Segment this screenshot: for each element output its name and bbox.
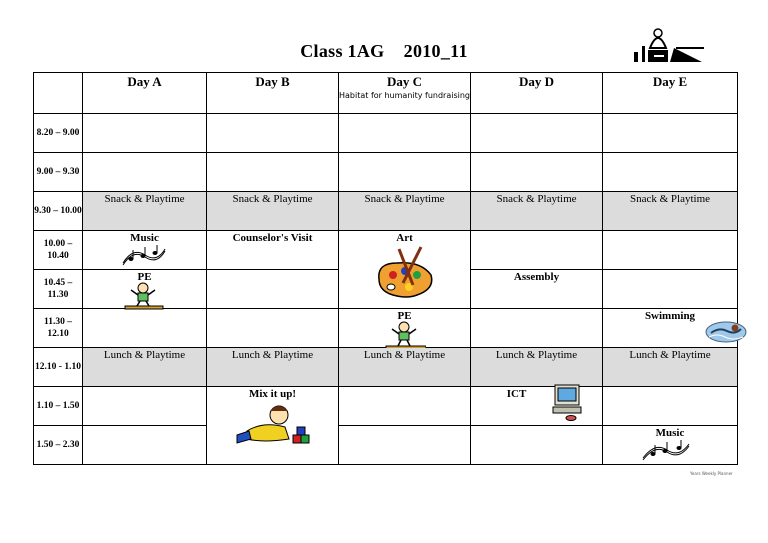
counselor-cell: Counselor's Visit	[207, 231, 339, 270]
time-cell: 1.50 – 2.30	[34, 426, 83, 465]
table-row	[34, 387, 738, 426]
table-row	[34, 192, 738, 231]
time-cell: 9.00 – 9.30	[34, 153, 83, 192]
art-cell: Art	[339, 231, 471, 309]
snack-cell: Snack & Playtime	[603, 192, 738, 231]
day-a-header: Day A	[83, 73, 207, 114]
table-row	[34, 153, 738, 192]
day-e-header: Day E	[603, 73, 738, 114]
snack-cell: Snack & Playtime	[83, 192, 207, 231]
table-row	[34, 426, 738, 465]
empty-cell	[471, 231, 603, 270]
day-c-header: Day C Habitat for humanity fundraising	[339, 73, 471, 114]
day-d-header: Day D	[471, 73, 603, 114]
lunch-cell: Lunch & Playtime	[603, 348, 738, 387]
empty-cell	[471, 426, 603, 465]
empty-cell	[603, 270, 738, 309]
table-row	[34, 114, 738, 153]
empty-cell	[207, 270, 339, 309]
time-cell: 11.30 – 12.10	[34, 309, 83, 348]
lunch-cell: Lunch & Playtime	[471, 348, 603, 387]
computer-icon	[551, 383, 585, 421]
empty-cell	[603, 387, 738, 426]
corner-cell	[34, 73, 83, 114]
music-notes-icon	[641, 440, 691, 462]
time-cell: 1.10 – 1.50	[34, 387, 83, 426]
time-cell: 10.00 – 10.40	[34, 231, 83, 270]
time-cell: 8.20 – 9.00	[34, 114, 83, 153]
lunch-cell: Lunch & Playtime	[207, 348, 339, 387]
art-palette-icon	[373, 245, 437, 301]
music-notes-icon	[121, 245, 167, 267]
footer-note: Years Weekly Planner	[690, 471, 733, 476]
pe-a-cell: PE	[83, 270, 207, 309]
ict-cell: ICT	[471, 387, 603, 426]
lunch-cell: Lunch & Playtime	[83, 348, 207, 387]
day-b-header: Day B	[207, 73, 339, 114]
pe-kid-icon	[384, 321, 426, 351]
mix-cell: Mix it up!	[207, 387, 339, 465]
empty-cell	[83, 387, 207, 426]
snack-cell: Snack & Playtime	[471, 192, 603, 231]
table-row	[34, 309, 738, 348]
playing-child-icon	[233, 401, 313, 451]
page-title: Class 1AG 2010_11	[300, 41, 468, 61]
fundraising-note: Habitat for humanity fundraising	[339, 91, 471, 100]
pe-c-cell: PE	[339, 309, 471, 348]
empty-cell	[339, 426, 471, 465]
lunch-cell: Lunch & Playtime	[339, 348, 471, 387]
table-row	[34, 348, 738, 387]
empty-cell	[471, 309, 603, 348]
music-e-cell: Music	[603, 426, 738, 465]
time-cell: 10.45 – 11.30	[34, 270, 83, 309]
pe-kid-icon	[123, 282, 165, 310]
time-cell: 9.30 – 10.00	[34, 192, 83, 231]
snack-cell: Snack & Playtime	[207, 192, 339, 231]
timetable	[33, 72, 738, 465]
time-cell: 12.10 - 1.10	[34, 348, 83, 387]
empty-cell	[83, 309, 207, 348]
empty-cell	[207, 309, 339, 348]
swimming-cell: Swimming	[603, 309, 738, 348]
assembly-cell: Assembly	[471, 270, 603, 309]
swimmer-icon	[705, 317, 747, 343]
music-a-cell: Music	[83, 231, 207, 270]
snack-cell: Snack & Playtime	[339, 192, 471, 231]
header-row	[34, 73, 738, 114]
school-logo	[624, 24, 708, 64]
table-row	[34, 231, 738, 270]
empty-cell	[83, 426, 207, 465]
empty-cell	[603, 231, 738, 270]
